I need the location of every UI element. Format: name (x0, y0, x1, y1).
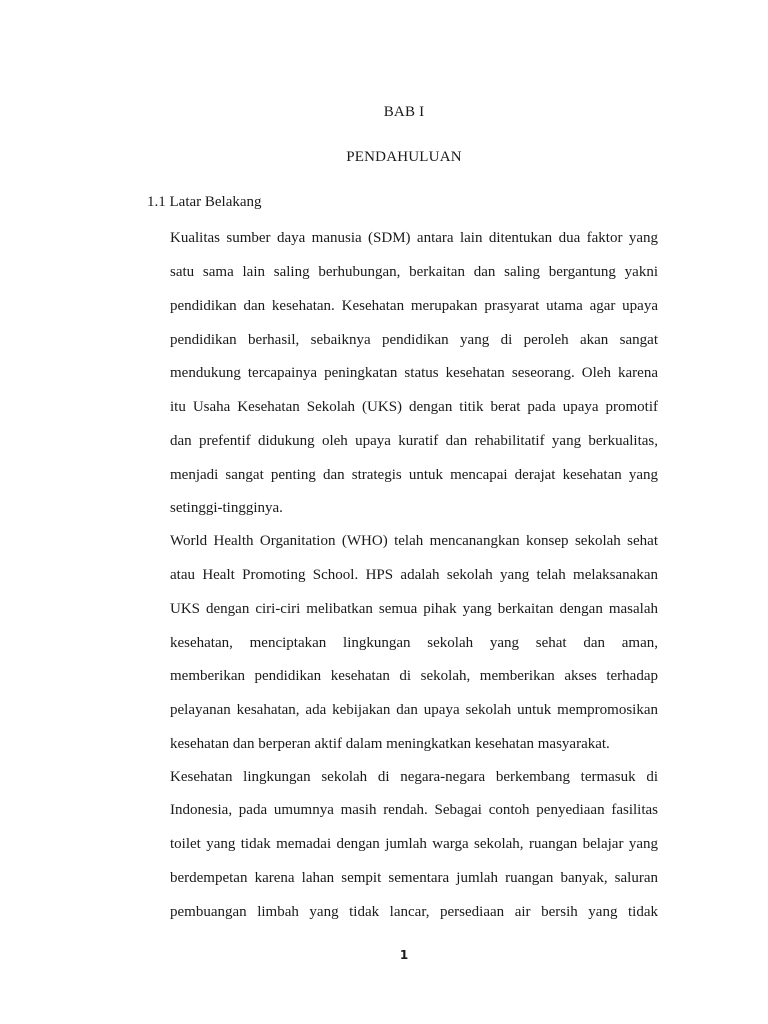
paragraph-line: pelayanan kesahatan, ada kebijakan dan upaya sekolah untuk mempromosikan (170, 702, 658, 718)
paragraph-line: kesehatan dan berperan aktif dalam meningkatkan kesehatan masyarakat. (170, 736, 610, 752)
chapter-number: BAB I (383, 104, 425, 120)
paragraph-line: atau Healt Promoting School. HPS adalah sekolah yang telah melaksanakan (170, 567, 658, 583)
paragraph-line: Kualitas sumber daya manusia (SDM) antara lain ditentukan dua faktor yang (170, 230, 658, 246)
paragraph-line: pembuangan limbah yang tidak lancar, persediaan air bersih yang tidak (170, 904, 658, 920)
paragraph-line: Kesehatan lingkungan sekolah di negara-negara berkembang termasuk di (170, 769, 658, 785)
paragraph-line: dan prefentif didukung oleh upaya kuratif dan rehabilitatif yang berkualitas, (170, 433, 658, 449)
paragraph-line: toilet yang tidak memadai dengan jumlah warga sekolah, ruangan belajar yang (170, 836, 658, 852)
paragraph-line: kesehatan, menciptakan lingkungan sekolah yang sehat dan aman, (170, 635, 658, 651)
paragraph-line: memberikan pendidikan kesehatan di sekolah, memberikan akses terhadap (170, 668, 658, 684)
page-number: 1 (399, 948, 409, 962)
chapter-title: PENDAHULUAN (346, 149, 462, 165)
paragraph-line: itu Usaha Kesehatan Sekolah (UKS) dengan titik berat pada upaya promotif (170, 399, 658, 415)
paragraph-line: menjadi sangat penting dan strategis untuk mencapai derajat kesehatan yang (170, 467, 658, 483)
paragraph-line: pendidikan dan kesehatan. Kesehatan merupakan prasyarat utama agar upaya (170, 298, 658, 314)
paragraph-line: World Health Organitation (WHO) telah mencanangkan konsep sekolah sehat (170, 533, 658, 549)
paragraph-line: setinggi-tingginya. (170, 500, 283, 516)
paragraph-line: mendukung tercapainya peningkatan status kesehatan seseorang. Oleh karena (170, 365, 658, 381)
section-heading: 1.1 Latar Belakang (147, 194, 262, 210)
paragraph-line: UKS dengan ciri-ciri melibatkan semua pihak yang berkaitan dengan masalah (170, 601, 658, 617)
paragraph-line: pendidikan berhasil, sebaiknya pendidikan yang di peroleh akan sangat (170, 332, 658, 348)
paragraph-line: berdempetan karena lahan sempit sementara jumlah ruangan banyak, saluran (170, 870, 658, 886)
paragraph-line: satu sama lain saling berhubungan, berkaitan dan saling bergantung yakni (170, 264, 658, 280)
paragraph-line: Indonesia, pada umumnya masih rendah. Sebagai contoh penyediaan fasilitas (170, 802, 658, 818)
